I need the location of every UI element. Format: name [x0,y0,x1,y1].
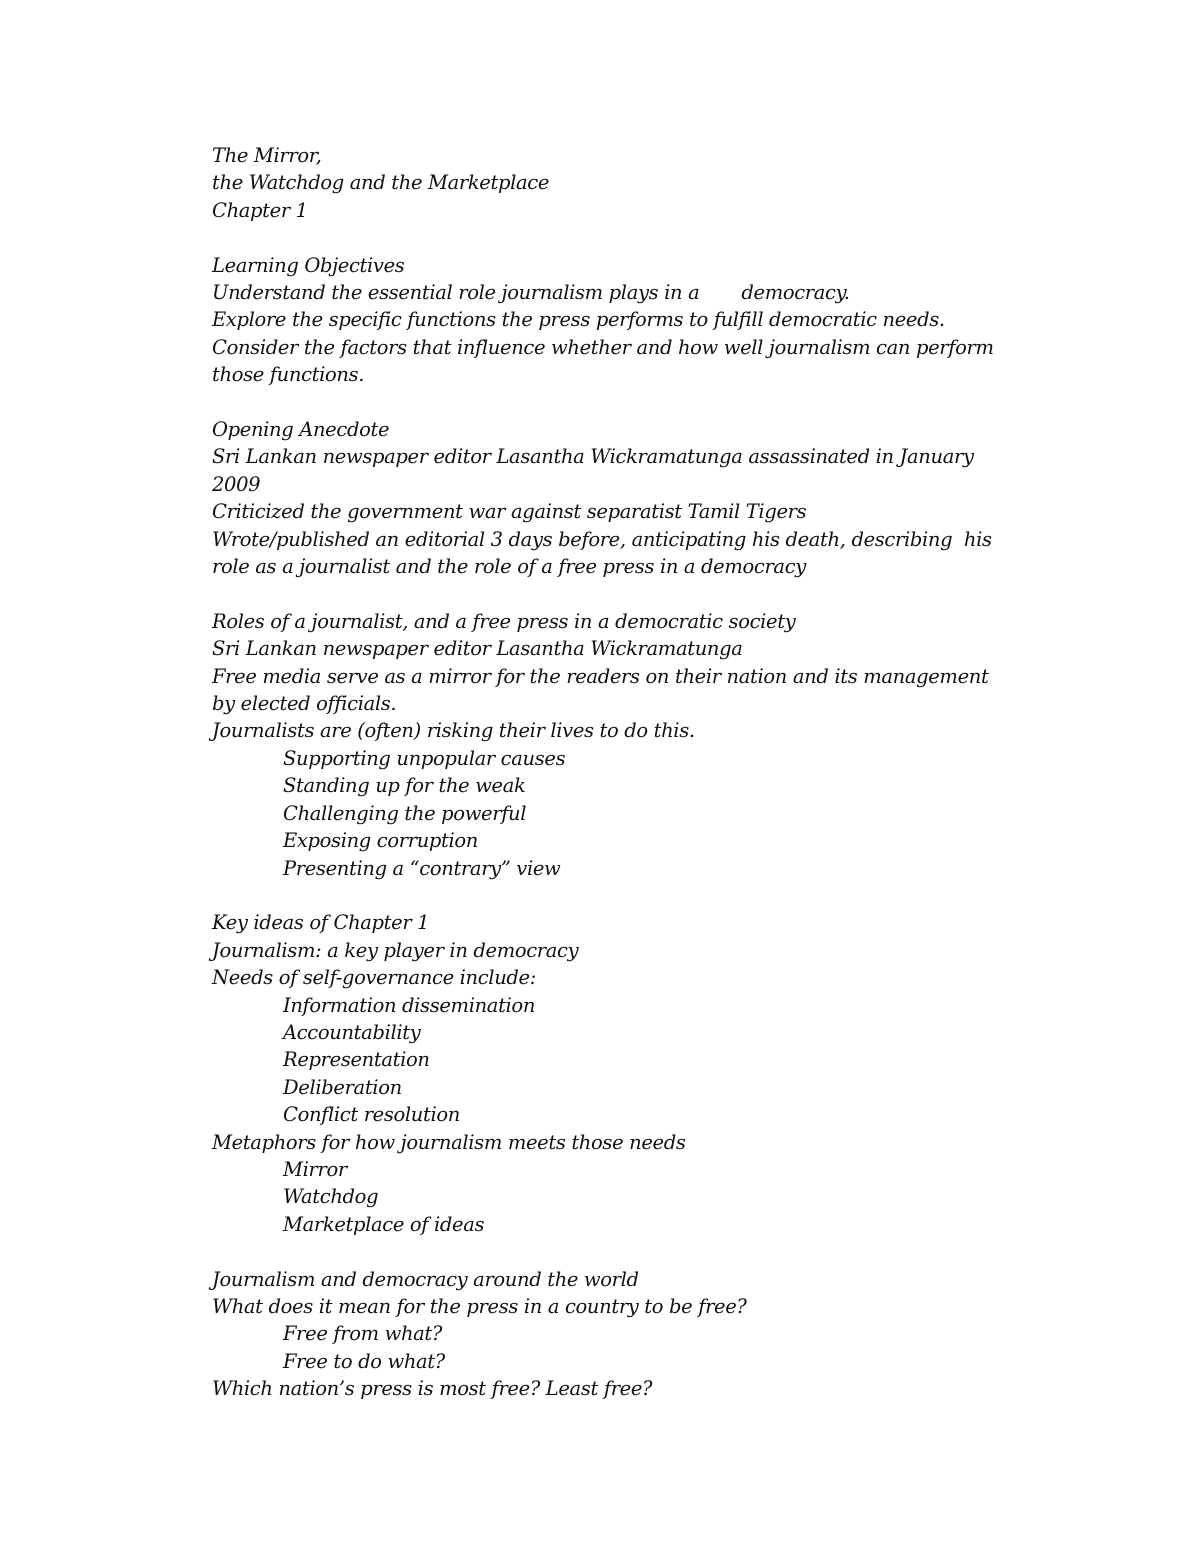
spacer [212,882,1012,909]
world-heading: Journalism and democracy around the world [212,1267,639,1291]
objective-1-part-1: Understand the essential role journalism plays in a [212,281,700,305]
key-ideas-line-2: Needs of self-governance include: [212,966,536,990]
objective-3-line-1: Consider the factors that influence whether and how well journalism can perform [212,335,994,359]
objective-1 [212,279,1012,306]
roles-line-2b: by elected officials. [212,692,397,716]
objective-1-part-2: democracy. [741,281,850,305]
need-item: Deliberation [283,1075,402,1099]
document-body [212,142,1012,1403]
roles-sub-item: Supporting unpopular causes [283,746,566,770]
objective-2: Explore the specific functions the press performs to fulfill democratic needs. [212,308,945,332]
roles-heading: Roles of a journalist, and a free press in a democratic society [212,609,796,633]
world-sub-item: Free to do what? [283,1349,445,1373]
need-item: Accountability [283,1020,421,1044]
metaphor-item: Mirror [283,1157,347,1181]
spacer [212,224,1012,251]
anecdote-p3-line-1: Wrote/published an editorial 3 days before, anticipating his death, describing his [212,527,992,551]
roles-sub-item: Exposing corruption [283,829,479,853]
roles-line-3: Journalists are (often) risking their lives to do this. [212,719,695,743]
learning-objectives-heading: Learning Objectives [212,253,405,277]
world-line-2: Which nation’s press is most free? Least free? [212,1377,653,1401]
spacer [212,389,1012,416]
need-item: Representation [283,1048,430,1072]
metaphor-item: Marketplace of ideas [283,1212,485,1236]
objective-3-line-2: those functions. [212,363,365,387]
roles-sub-item: Standing up for the weak [283,774,526,798]
key-ideas-line-3: Metaphors for how journalism meets those needs [212,1130,686,1154]
chapter-label: Chapter 1 [212,198,308,222]
spacer [212,580,1012,607]
metaphor-item: Watchdog [283,1185,379,1209]
roles-sub-item: Challenging the powerful [283,801,527,825]
roles-line-1: Sri Lankan newspaper editor Lasantha Wickramatunga [212,637,743,661]
roles-sub-item: Presenting a “contrary” view [283,856,561,880]
spacer [212,1238,1012,1265]
roles-line-2a: Free media serve as a mirror for the readers on their nation and its management [212,664,989,688]
anecdote-p1-line-1: Sri Lankan newspaper editor Lasantha Wickramatunga assassinated in January [212,445,974,469]
opening-anecdote-heading: Opening Anecdote [212,418,390,442]
world-sub-item: Free from what? [283,1322,443,1346]
key-ideas-line-1: Journalism: a key player in democracy [212,938,579,962]
need-item: Conflict resolution [283,1103,460,1127]
world-line-1: What does it mean for the press in a country to be free? [212,1294,747,1318]
title-line-1: The Mirror, [212,144,322,167]
title-line-2: the Watchdog and the Marketplace [212,171,550,195]
anecdote-p3-line-2: role as a journalist and the role of a free press in a democracy [212,555,806,579]
key-ideas-heading: Key ideas of Chapter 1 [212,911,430,935]
need-item: Information dissemination [283,993,536,1017]
anecdote-p2: Criticized the government war against separatist Tamil Tigers [212,500,807,524]
anecdote-p1-line-2: 2009 [212,472,261,496]
